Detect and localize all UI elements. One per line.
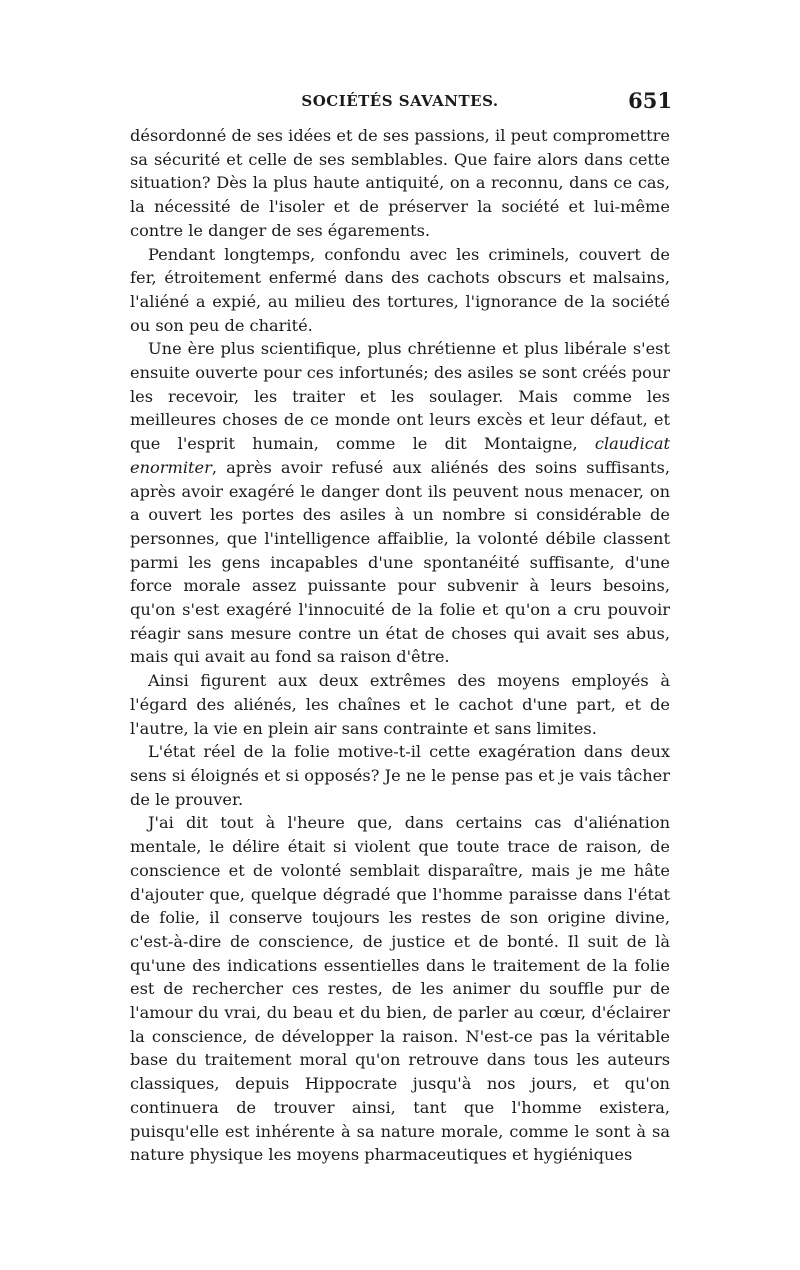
paragraph-2: Pendant longtemps, confondu avec les criminels, couvert de fer, étroitement enfermé dans des cachots obscurs et malsains, l'aliéné a expié, au milieu des tortures, l'ignorance de la société ou son peu de charité. (130, 244, 670, 335)
paragraph-3-text-before: Une ère plus scientifique, plus chrétienne et plus libérale s'est ensuite ouverte pour ces infortunés; des asiles se sont créés pour les recevoir, les traiter et les soulager. Mais comme les meilleures choses de ce monde ont leurs excès et leur défaut, et que l'esprit humain, comme le dit Montaigne, (130, 339, 670, 454)
running-title: SOCIÉTÉS SAVANTES. (301, 92, 499, 110)
paragraph-3 (130, 337, 670, 669)
latin-quotation: claudicat enormiter (130, 434, 670, 477)
paragraph-1: désordonné de ses idées et de ses passions, il peut compromettre sa sécurité et celle de ses semblables. Que faire alors dans cette situation? Dès la plus haute antiquité, on a reconnu, dans ce cas, la nécessité de l'isoler et de préserver la société et lui-même contre le danger de ses égarements. (130, 126, 670, 240)
page-number: 651 (628, 88, 672, 113)
paragraph-6: J'ai dit tout à l'heure que, dans certains cas d'aliénation mentale, le délire était si violent que toute trace de raison, de conscience et de volonté semblait disparaître, mais je me hâte d'ajouter que, quelque dégradé que l'homme paraisse dans l'état de folie, il conserve toujours les restes de son origine divine, c'est-à-dire de conscience, de justice et de bonté. Il suit de là qu'une des indications essentielles dans le traitement de la folie est de rechercher ces restes, de les animer du souffle pur de l'amour du vrai, du beau et du bien, de parler au cœur, d'éclairer la conscience, de développer la raison. N'est-ce pas la véritable base du traitement moral qu'on retrouve dans tous les auteurs classiques, depuis Hippocrate jusqu'à nos jours, et qu'on continuera de trouver ainsi, tant que l'homme existera, puisqu'elle est inhérente à sa nature morale, comme le sont à sa nature physique les moyens pharmaceutiques et hygiéniques (130, 813, 670, 1165)
paragraph-4: Ainsi figurent aux deux extrêmes des moyens employés à l'égard des aliénés, les chaînes et le cachot d'une part, et de l'autre, la vie en plein air sans contrainte et sans limites. (130, 671, 670, 738)
running-head (128, 88, 672, 118)
paragraph-5: L'état réel de la folie motive-t-il cette exagération dans deux sens si éloignés et si opposés? Je ne le pense pas et je vais tâcher de le prouver. (130, 742, 670, 809)
paragraph-3-text-after: , après avoir refusé aux aliénés des soins suffisants, après avoir exagéré le danger dont ils peuvent nous menacer, on a ouvert les portes des asiles à un nombre si considérable de personnes, que l'intelligence affaiblie, la volonté débile classent parmi les gens incapables d'une spontanéité suffisante, d'une force morale assez puissante pour subvenir à leurs besoins, qu'on s'est exagéré l'innocuité de la folie et qu'on a cru pouvoir réagir sans mesure contre un état de choses qui avait ses abus, mais qui avait au fond sa raison d'être. (130, 457, 670, 667)
body-text (130, 124, 670, 1167)
